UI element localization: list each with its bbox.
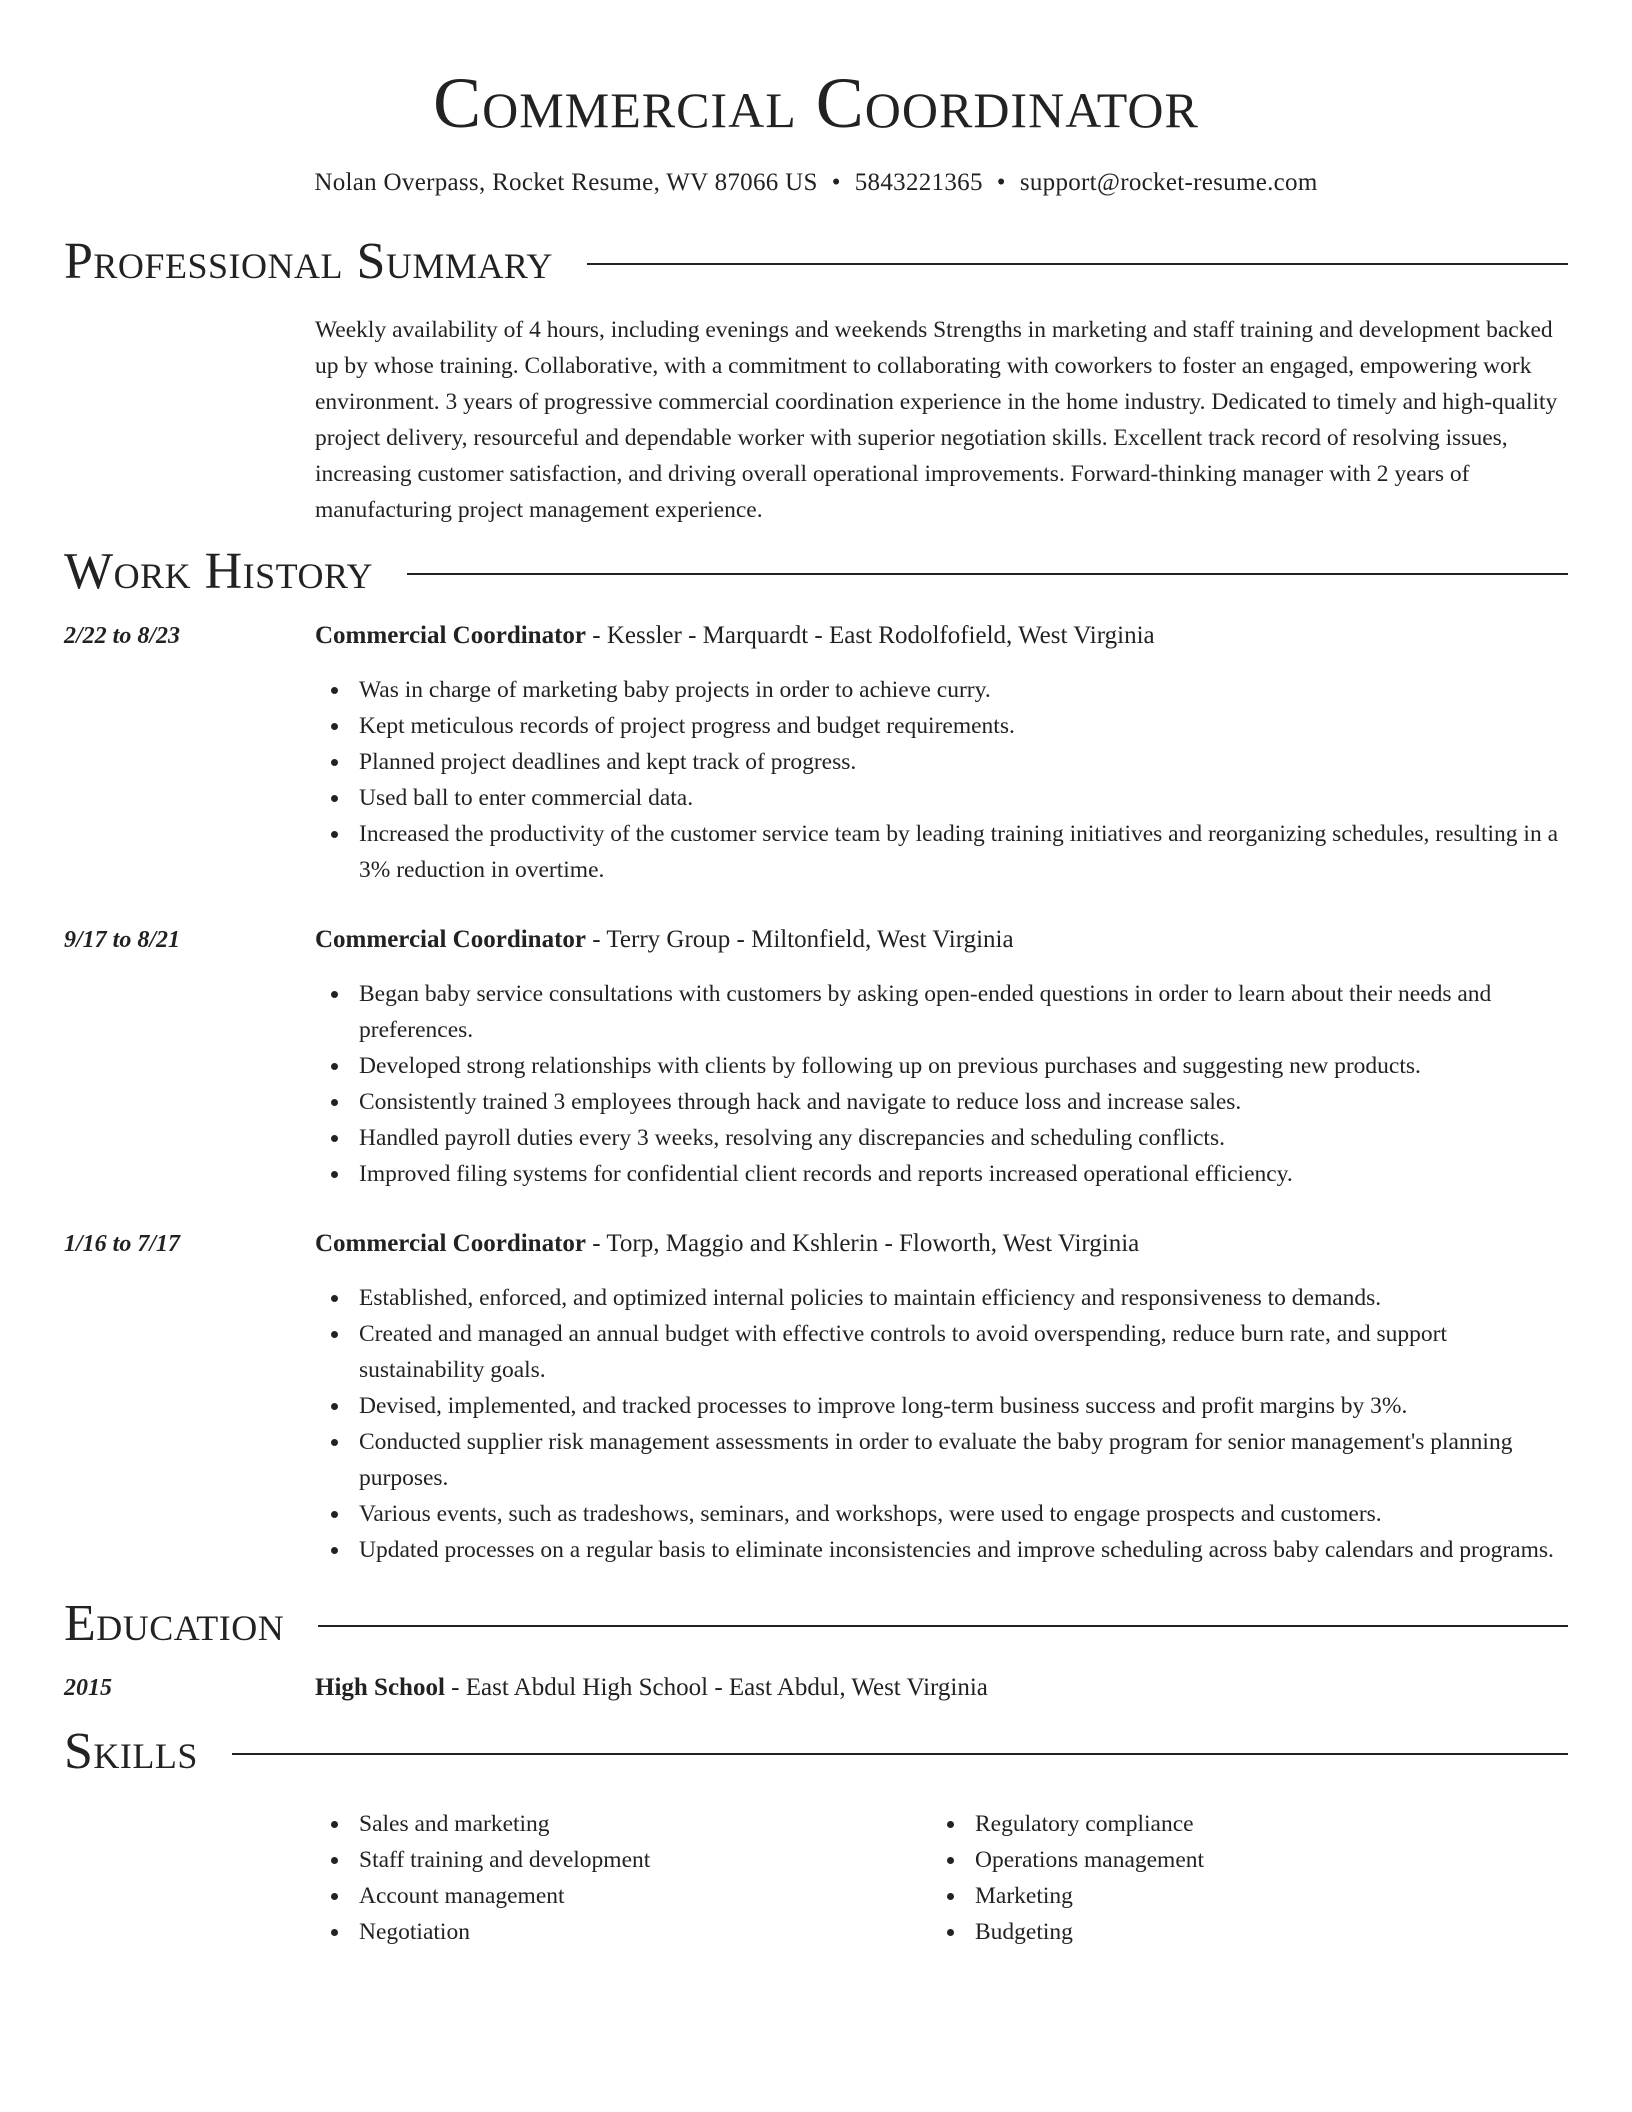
skills-section-header: [64, 1720, 1568, 1784]
skill-item: Marketing: [931, 1878, 1547, 1914]
summary-section-header: [64, 230, 1568, 294]
list-item: Developed strong relationships with clients by following up on previous purchases and suggesting new products.: [315, 1048, 1568, 1084]
section-divider: [587, 263, 1568, 265]
contact-line: [64, 166, 1568, 200]
job-title: Commercial Coordinator: [315, 622, 587, 649]
skill-item: Account management: [315, 1878, 931, 1914]
skill-item: Staff training and development: [315, 1842, 931, 1878]
job-header: [64, 618, 1568, 654]
list-item: Increased the productivity of the customer service team by leading training initiatives and reorganizing schedules, resulting in a 3% reduction in overtime.: [315, 816, 1568, 888]
job-employer-location: - Terry Group - Miltonfield, West Virginia: [586, 926, 1014, 953]
list-item: Kept meticulous records of project progress and budget requirements.: [315, 708, 1568, 744]
job-heading: [315, 618, 1155, 654]
contact-separator: •: [996, 169, 1006, 196]
list-item: Consistently trained 3 employees through hack and navigate to reduce loss and increase sales.: [315, 1084, 1568, 1120]
list-item: Handled payroll duties every 3 weeks, resolving any discrepancies and scheduling conflicts.: [315, 1120, 1568, 1156]
candidate-name: Commercial Coordinator: [433, 63, 1199, 143]
skills-list: [315, 1806, 1568, 1950]
job-title: Commercial Coordinator: [315, 926, 587, 953]
work-section-title: Work History: [64, 543, 374, 600]
resume-page: [64, 0, 1568, 1950]
job-header: [64, 922, 1568, 958]
contact-separator: •: [831, 169, 841, 196]
list-item: Created and managed an annual budget with effective controls to avoid overspending, reduce burn rate, and support sustainability goals.: [315, 1316, 1568, 1388]
list-item: Devised, implemented, and tracked processes to improve long-term business success and profit margins by 3%.: [315, 1388, 1568, 1424]
work-section-header: [64, 540, 1568, 604]
list-item: Conducted supplier risk management assessments in order to evaluate the baby program for senior management's planning purposes.: [315, 1424, 1568, 1496]
contact-address: Nolan Overpass, Rocket Resume, WV 87066 US: [314, 169, 818, 196]
list-item: Planned project deadlines and kept track of progress.: [315, 744, 1568, 780]
skill-item: Sales and marketing: [315, 1806, 931, 1842]
contact-phone: 5843221365: [854, 169, 983, 196]
job-heading: [315, 1226, 1139, 1262]
list-item: Began baby service consultations with customers by asking open-ended questions in order to learn about their needs and preferences.: [315, 976, 1568, 1048]
job-employer-location: - Kessler - Marquardt - East Rodolfofield, West Virginia: [586, 622, 1155, 649]
job-heading: [315, 922, 1014, 958]
skills-section-title: Skills: [64, 1723, 198, 1780]
job-entry: [64, 618, 1568, 888]
list-item: Various events, such as tradeshows, seminars, and workshops, were used to engage prospects and customers.: [315, 1496, 1568, 1532]
job-dates: 1/16 to 7/17: [64, 1231, 181, 1257]
education-entry: [64, 1670, 1568, 1706]
summary-section-title: Professional Summary: [64, 233, 553, 290]
education-degree: High School: [315, 1674, 445, 1701]
education-section-title: Education: [64, 1595, 285, 1652]
skill-item: Operations management: [931, 1842, 1547, 1878]
education-section-header: [64, 1592, 1568, 1656]
education-school-location: - East Abdul High School - East Abdul, West Virginia: [444, 1674, 988, 1701]
job-dates: 2/22 to 8/23: [64, 623, 181, 649]
list-item: Established, enforced, and optimized internal policies to maintain efficiency and responsiveness to demands.: [315, 1280, 1568, 1316]
job-title: Commercial Coordinator: [315, 1230, 587, 1257]
job-header: [64, 1226, 1568, 1262]
job-bullets: [315, 1280, 1568, 1568]
list-item: Improved filing systems for confidential client records and reports increased operational efficiency.: [315, 1156, 1568, 1192]
section-divider: [232, 1753, 1568, 1755]
skills-column-left: [315, 1806, 931, 1950]
summary-text: Weekly availability of 4 hours, including evenings and weekends Strengths in marketing and staff training and development backed up by whose training. Collaborative, with a commitment to collaborating with coworkers to foster an engaged, empowering work environment. 3 years of progressive commercial coordination experience in the home industry. Dedicated to timely and high-quality project delivery, resourceful and dependable worker with superior negotiation skills. Excellent track record of resolving issues, increasing customer satisfaction, and driving overall operational improvements. Forward-thinking manager with 2 years of manufacturing project management experience.: [315, 317, 1558, 523]
list-item: Was in charge of marketing baby projects in order to achieve curry.: [315, 672, 1568, 708]
list-item: Used ball to enter commercial data.: [315, 780, 1568, 816]
contact-email: support@rocket-resume.com: [1019, 169, 1318, 196]
education-heading: [315, 1670, 988, 1706]
education-year: 2015: [64, 1675, 112, 1701]
job-bullets: [315, 976, 1568, 1192]
section-divider: [407, 573, 1568, 575]
education-header: [64, 1670, 1568, 1706]
job-bullets: [315, 672, 1568, 888]
job-dates: 9/17 to 8/21: [64, 927, 181, 953]
skill-item: Negotiation: [315, 1914, 931, 1950]
job-employer-location: - Torp, Maggio and Kshlerin - Floworth, West Virginia: [586, 1230, 1140, 1257]
section-divider: [318, 1625, 1568, 1627]
skills-column-right: [931, 1806, 1547, 1950]
job-entry: [64, 922, 1568, 1192]
job-entry: [64, 1226, 1568, 1568]
list-item: Updated processes on a regular basis to eliminate inconsistencies and improve scheduling across baby calendars and programs.: [315, 1532, 1568, 1568]
skill-item: Regulatory compliance: [931, 1806, 1547, 1842]
skill-item: Budgeting: [931, 1914, 1547, 1950]
